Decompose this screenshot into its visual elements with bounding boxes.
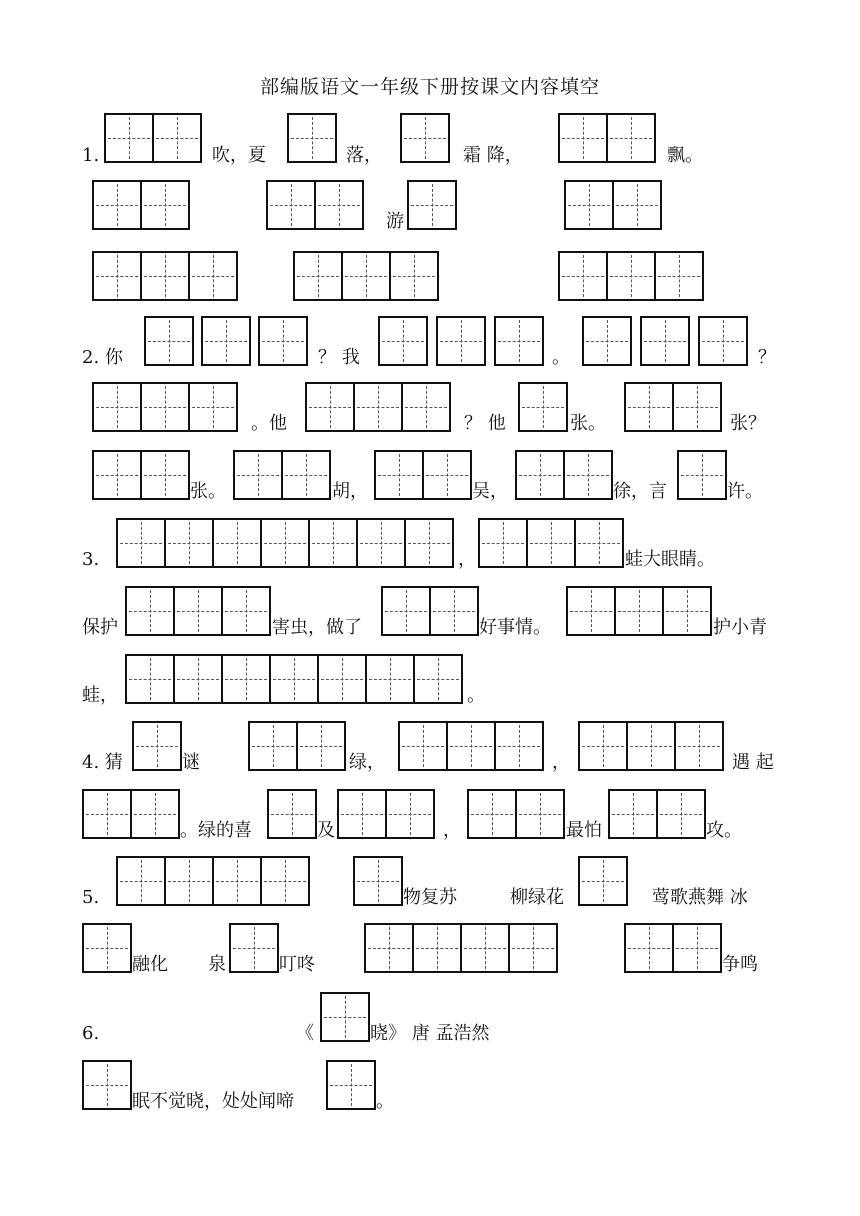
text: ？ 他 (464, 413, 506, 434)
char-box[interactable] (190, 251, 238, 301)
char-box[interactable] (337, 789, 387, 839)
char-box[interactable] (403, 382, 451, 432)
char-box[interactable] (154, 113, 202, 163)
question-number: 5. (82, 887, 100, 908)
char-box[interactable] (142, 450, 190, 500)
char-box[interactable] (343, 251, 391, 301)
text: 融化 (132, 954, 168, 975)
char-box[interactable] (214, 518, 262, 568)
blank-group (558, 251, 704, 301)
q3-line1 (0, 518, 860, 570)
char-box[interactable] (310, 518, 358, 568)
blank-group (566, 586, 712, 636)
blank-group (374, 450, 472, 500)
char-box[interactable] (233, 450, 283, 500)
char-box[interactable] (201, 316, 251, 366)
blank-group (381, 586, 479, 636)
text: 吹，夏 (212, 145, 266, 166)
char-box[interactable] (414, 923, 462, 973)
text: 。他 (251, 413, 287, 434)
char-box[interactable] (92, 450, 142, 500)
text: 攻。 (706, 820, 742, 841)
char-box[interactable] (104, 113, 154, 163)
char-box[interactable] (367, 654, 415, 704)
blank-group (320, 992, 370, 1042)
char-box[interactable] (578, 856, 628, 906)
blank-group (287, 113, 337, 163)
char-box[interactable] (92, 251, 142, 301)
text: ， (443, 820, 461, 841)
char-box[interactable] (223, 586, 271, 636)
blank-group (698, 316, 748, 366)
blank-group (92, 251, 238, 301)
q1-line1 (0, 113, 860, 165)
char-box[interactable] (144, 316, 194, 366)
char-box[interactable] (125, 654, 175, 704)
char-box[interactable] (494, 316, 544, 366)
text: 叮咚 (279, 954, 315, 975)
page-title: 部编版语文一年级下册按课文内容填空 (259, 76, 600, 98)
blank-group (305, 382, 451, 432)
text: 最怕 (566, 820, 602, 841)
blank-group (677, 450, 727, 500)
blank-group (582, 316, 632, 366)
char-box[interactable] (378, 316, 428, 366)
blank-group (326, 1060, 376, 1110)
char-box[interactable] (518, 382, 568, 432)
text: 遇 起 (732, 752, 774, 773)
char-box[interactable] (387, 789, 435, 839)
char-box[interactable] (664, 586, 712, 636)
blank-group (82, 1060, 132, 1110)
blank-group (92, 450, 190, 500)
char-box[interactable] (293, 251, 343, 301)
char-box[interactable] (558, 113, 608, 163)
text: 吴， (472, 481, 508, 502)
char-box[interactable] (223, 654, 271, 704)
blank-group (104, 113, 202, 163)
char-box[interactable] (364, 923, 414, 973)
q1-line2 (0, 180, 860, 232)
blank-group (578, 721, 724, 771)
q4-line1 (0, 721, 860, 773)
blank-group (337, 789, 435, 839)
blank-group (266, 180, 364, 230)
char-box[interactable] (400, 113, 450, 163)
char-box[interactable] (698, 316, 748, 366)
q5-line1 (0, 856, 860, 908)
blank-group (436, 316, 486, 366)
char-box[interactable] (358, 518, 406, 568)
q4-line2 (0, 789, 860, 841)
blank-group (467, 789, 565, 839)
char-box[interactable] (132, 789, 180, 839)
char-box[interactable] (190, 382, 238, 432)
text: 落， (346, 145, 382, 166)
char-box[interactable] (262, 518, 310, 568)
text: 徐，言 (613, 481, 667, 502)
blank-group (624, 382, 722, 432)
char-box[interactable] (142, 180, 190, 230)
char-box[interactable] (82, 1060, 132, 1110)
blank-group (116, 856, 310, 906)
blank-group (518, 382, 568, 432)
text: 蛙， (82, 685, 118, 706)
char-box[interactable] (674, 382, 722, 432)
text: ？ (758, 347, 776, 368)
char-box[interactable] (608, 113, 656, 163)
char-box[interactable] (305, 382, 355, 432)
text: 游 (386, 211, 404, 232)
blank-group (378, 316, 428, 366)
text: 《 (296, 1023, 314, 1044)
blank-group (92, 180, 190, 230)
char-box[interactable] (448, 721, 496, 771)
char-box[interactable] (608, 251, 656, 301)
question-number: 1. (82, 145, 100, 166)
text: 眠不觉晓，处处闻啼 (132, 1091, 294, 1112)
char-box[interactable] (398, 721, 448, 771)
text: 泉 (208, 954, 226, 975)
blank-group (125, 586, 271, 636)
text: 保护 (82, 617, 118, 638)
char-box[interactable] (614, 180, 662, 230)
char-box[interactable] (248, 721, 298, 771)
question-number: 3. (82, 549, 100, 570)
text: 。绿的喜 (180, 820, 252, 841)
char-box[interactable] (92, 382, 142, 432)
char-box[interactable] (166, 856, 214, 906)
blank-group (564, 180, 662, 230)
text: 争鸣 (722, 954, 758, 975)
blank-group (293, 251, 439, 301)
char-box[interactable] (582, 316, 632, 366)
blank-group (578, 856, 628, 906)
char-box[interactable] (267, 789, 317, 839)
char-box[interactable] (262, 856, 310, 906)
char-box[interactable] (624, 923, 674, 973)
text: 。 (467, 685, 485, 706)
blank-group (201, 316, 251, 366)
char-box[interactable] (175, 586, 223, 636)
text: ？ 我 (318, 347, 360, 368)
blank-group (624, 923, 722, 973)
char-box[interactable] (658, 789, 706, 839)
char-box[interactable] (677, 450, 727, 500)
text: 绿， (349, 752, 385, 773)
text: 张。 (570, 413, 606, 434)
q3-line3 (0, 654, 860, 706)
char-box[interactable] (407, 180, 457, 230)
blank-group (132, 721, 182, 771)
char-box[interactable] (116, 518, 166, 568)
blank-group (398, 721, 544, 771)
char-box[interactable] (166, 518, 214, 568)
char-box[interactable] (142, 382, 190, 432)
char-box[interactable] (674, 923, 722, 973)
char-box[interactable] (565, 450, 613, 500)
text: 物复苏 (403, 887, 457, 908)
char-box[interactable] (528, 518, 576, 568)
text: 好事情。 (479, 617, 551, 638)
char-box[interactable] (640, 316, 690, 366)
char-box[interactable] (374, 450, 424, 500)
text: 胡， (332, 481, 368, 502)
char-box[interactable] (82, 923, 132, 973)
q2-line3 (0, 450, 860, 502)
char-box[interactable] (467, 789, 517, 839)
char-box[interactable] (298, 721, 346, 771)
char-box[interactable] (462, 923, 510, 973)
char-box[interactable] (624, 382, 674, 432)
blank-group (494, 316, 544, 366)
text: ， (552, 752, 570, 773)
text: 张。 (190, 481, 226, 502)
char-box[interactable] (478, 518, 528, 568)
char-box[interactable] (576, 518, 624, 568)
char-box[interactable] (424, 450, 472, 500)
char-box[interactable] (283, 450, 331, 500)
text: 及 (317, 820, 335, 841)
char-box[interactable] (616, 586, 664, 636)
blank-group (229, 923, 279, 973)
char-box[interactable] (214, 856, 262, 906)
blank-group (258, 316, 308, 366)
char-box[interactable] (496, 721, 544, 771)
char-box[interactable] (316, 180, 364, 230)
text: 飘。 (667, 145, 703, 166)
blank-group (353, 856, 403, 906)
q2-line1 (0, 316, 860, 368)
q5-line2 (0, 923, 860, 975)
text: 张？ (730, 413, 766, 434)
text: 蛙大眼睛。 (625, 549, 715, 570)
blank-group (515, 450, 613, 500)
blank-group (82, 789, 180, 839)
text: 晓》 唐 孟浩然 (370, 1023, 490, 1044)
blank-group (92, 382, 238, 432)
char-box[interactable] (266, 180, 316, 230)
blank-group (248, 721, 346, 771)
char-box[interactable] (431, 586, 479, 636)
q6-line1 (0, 992, 860, 1044)
blank-group (400, 113, 450, 163)
char-box[interactable] (258, 316, 308, 366)
blank-group (364, 923, 558, 973)
blank-group (116, 518, 454, 568)
char-box[interactable] (381, 586, 431, 636)
question-number: 6. (82, 1023, 100, 1044)
text: 。 (376, 1091, 394, 1112)
char-box[interactable] (287, 113, 337, 163)
char-box[interactable] (355, 382, 403, 432)
char-box[interactable] (125, 586, 175, 636)
char-box[interactable] (271, 654, 319, 704)
blank-group (640, 316, 690, 366)
char-box[interactable] (92, 180, 142, 230)
char-box[interactable] (116, 856, 166, 906)
blank-group (558, 113, 656, 163)
char-box[interactable] (566, 586, 616, 636)
char-box[interactable] (436, 316, 486, 366)
char-box[interactable] (326, 1060, 376, 1110)
q2-line2 (0, 382, 860, 434)
char-box[interactable] (628, 721, 676, 771)
question-number: 4. 猜 (82, 752, 123, 773)
char-box[interactable] (319, 654, 367, 704)
text: ， (458, 549, 476, 570)
char-box[interactable] (229, 923, 279, 973)
char-box[interactable] (578, 721, 628, 771)
text: 害虫，做了 (272, 617, 362, 638)
text: 柳绿花 (510, 887, 564, 908)
q3-line2 (0, 586, 860, 638)
char-box[interactable] (510, 923, 558, 973)
text: 。 (552, 347, 570, 368)
char-box[interactable] (320, 992, 370, 1042)
char-box[interactable] (656, 251, 704, 301)
char-box[interactable] (406, 518, 454, 568)
char-box[interactable] (558, 251, 608, 301)
char-box[interactable] (515, 450, 565, 500)
char-box[interactable] (175, 654, 223, 704)
q6-line2 (0, 1060, 860, 1112)
blank-group (144, 316, 194, 366)
text: 许。 (727, 481, 763, 502)
text: 护小青 (713, 617, 767, 638)
q1-line3 (0, 251, 860, 303)
blank-group (233, 450, 331, 500)
question-number: 2. 你 (82, 347, 123, 368)
char-box[interactable] (676, 721, 724, 771)
text: 霜 降， (463, 145, 523, 166)
char-box[interactable] (132, 721, 182, 771)
char-box[interactable] (391, 251, 439, 301)
text: 谜 (182, 752, 200, 773)
char-box[interactable] (353, 856, 403, 906)
blank-group (267, 789, 317, 839)
char-box[interactable] (564, 180, 614, 230)
char-box[interactable] (517, 789, 565, 839)
blank-group (478, 518, 624, 568)
blank-group (608, 789, 706, 839)
char-box[interactable] (608, 789, 658, 839)
blank-group (125, 654, 463, 704)
blank-group (407, 180, 457, 230)
char-box[interactable] (415, 654, 463, 704)
blank-group (82, 923, 132, 973)
text: 莺歌燕舞 冰 (652, 887, 748, 908)
char-box[interactable] (82, 789, 132, 839)
char-box[interactable] (142, 251, 190, 301)
